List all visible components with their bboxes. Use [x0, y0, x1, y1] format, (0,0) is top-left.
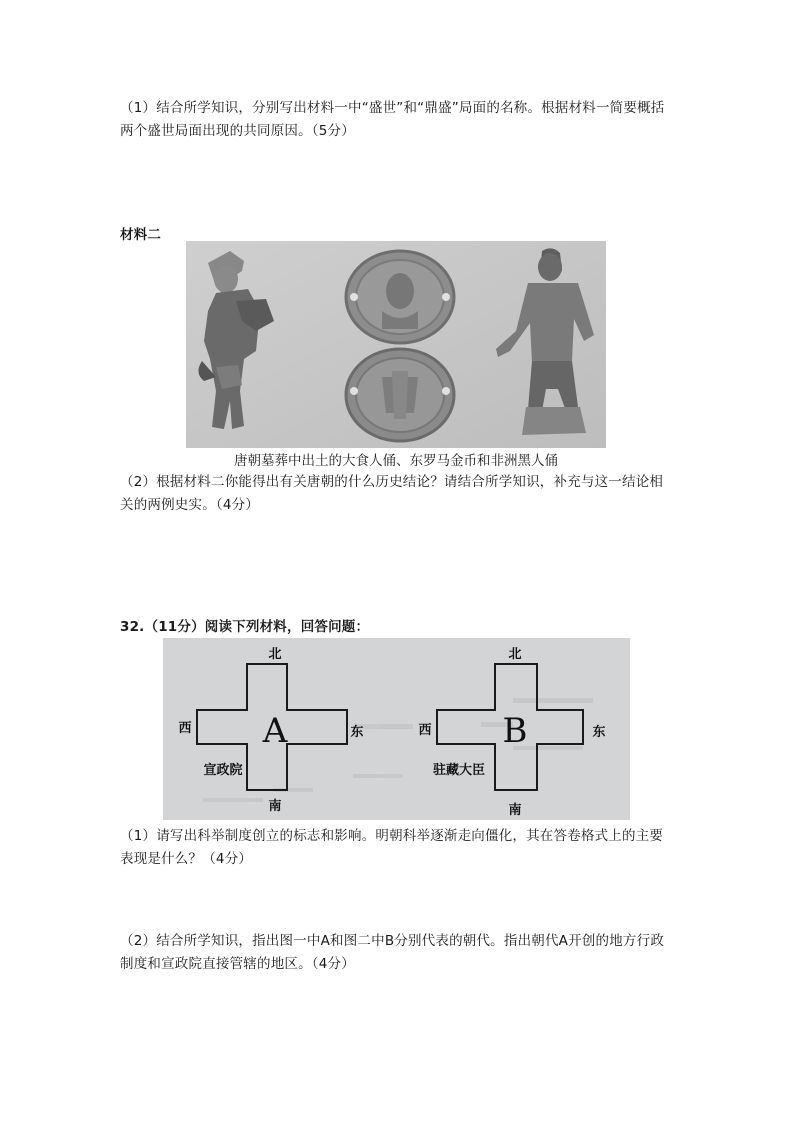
cross-a-east: 东 — [350, 725, 364, 740]
cross-a-north: 北 — [268, 647, 282, 662]
question-31-part-2: （2）根据材料二你能得出有关唐朝的什么历史结论？请结合所学知识，补充与这一结论相关的两例史实。（4分） — [120, 474, 664, 513]
cross-diagrams — [163, 638, 630, 820]
question-32-part-2: （2）结合所学知识，指出图一中A和图二中B分别代表的朝代。指出朝代A开创的地方行政制度和宣政院直接管辖的地区。（4分） — [120, 933, 665, 972]
question-31-part-1: （1）结合所学知识，分别写出材料一中“盛世”和“鼎盛”局面的名称。根据材料一简要概括两个盛世局面出现的共同原因。（5分） — [120, 100, 665, 139]
question-32-header: 32.（11分）阅读下列材料，回答问题： — [120, 619, 370, 635]
cross-b-north: 北 — [508, 647, 522, 662]
cross-b-letter: B — [502, 711, 528, 751]
cross-a-south: 南 — [268, 799, 282, 814]
material-2-caption: 唐朝墓葬中出土的大食人俑、东罗马金币和非洲黑人俑 — [234, 453, 558, 469]
cross-a-west: 西 — [178, 721, 192, 736]
cross-a-letter: A — [262, 711, 288, 751]
cross-b-west: 西 — [418, 723, 432, 738]
material-2-photo — [186, 241, 606, 448]
cross-a-label: 宣政院 — [203, 763, 243, 778]
cross-b-south: 南 — [508, 803, 522, 818]
material-2-title: 材料二 — [120, 227, 162, 243]
question-32-part-1: （1）请写出科举制度创立的标志和影响。明朝科举逐渐走向僵化，其在答卷格式上的主要表现是什么？（4分） — [120, 828, 664, 867]
cross-b-label: 驻藏大臣 — [432, 763, 486, 778]
cross-b-east: 东 — [592, 725, 606, 740]
